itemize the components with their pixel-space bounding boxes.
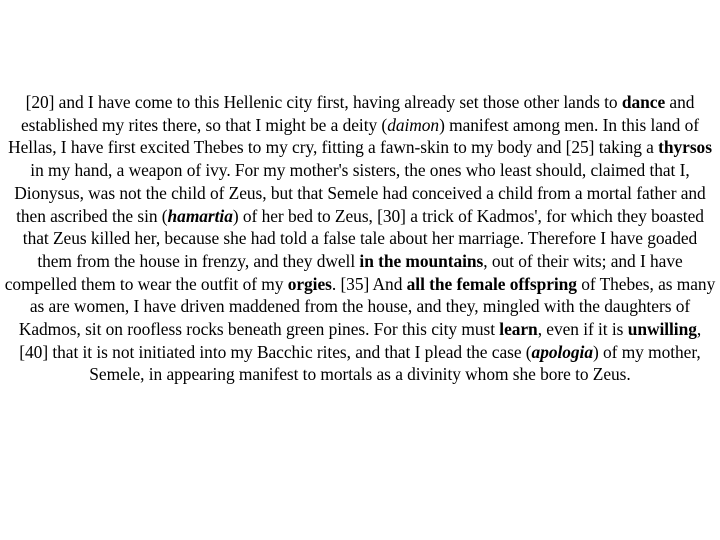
emphasized-term: learn xyxy=(499,319,538,340)
greek-term-emphasized: apologia xyxy=(531,341,593,362)
emphasized-term: orgies xyxy=(287,273,332,294)
passage-text: and established my rites there, so that I might be a deity ( xyxy=(21,92,695,135)
emphasized-term: all the female offspring xyxy=(406,273,577,294)
passage-text: ) of my mother, Semele, in appearing manifest to mortals as a divinity whom she bore to Zeus. xyxy=(89,341,701,385)
passage-text: , out of their wits; and I have compelled them to wear the outfit of my xyxy=(4,250,683,294)
passage-text: ) manifest among men. In this land of Hellas, I have first excited Thebes to my cry, fitting a fawn-skin to my body and [25] taking a xyxy=(8,114,699,158)
passage-text: , [40] that it is not initiated into my Bacchic rites, and that I plead the case ( xyxy=(19,319,702,362)
emphasized-term: dance xyxy=(621,92,666,112)
passage-text: [20] and I have come to this Hellenic city first, having already set those other lands to xyxy=(25,92,622,112)
passage-text: in my hand, a weapon of ivy. For my mother's sisters, the ones who least should, claimed that I, Dionysus, was not the child of Zeus, but that Semele had conceived a child from a mortal father and then ascribed the sin ( xyxy=(14,160,706,226)
bacchae-prologue-passage xyxy=(4,91,716,386)
greek-term: daimon xyxy=(387,114,440,135)
passage-text: of Thebes, as many as are women, I have driven maddened from the house, and they, mingled with the daughters of Kadmos, sit on roofless rocks beneath green pines. For this city must xyxy=(18,273,716,340)
passage-text: , even if it is xyxy=(537,319,628,340)
passage-text: . [35] And xyxy=(331,273,407,294)
greek-term-emphasized: hamartia xyxy=(167,205,233,226)
emphasized-term: unwilling xyxy=(627,319,697,340)
passage-text: ) of her bed to Zeus, [30] a trick of Kadmos', for which they boasted that Zeus killed her, because she had told a false tale about her marriage. Therefore I have goaded them from the house in frenzy, and they dwell xyxy=(22,205,704,271)
emphasized-term: in the mountains xyxy=(359,250,484,271)
emphasized-term: thyrsos xyxy=(658,137,712,158)
